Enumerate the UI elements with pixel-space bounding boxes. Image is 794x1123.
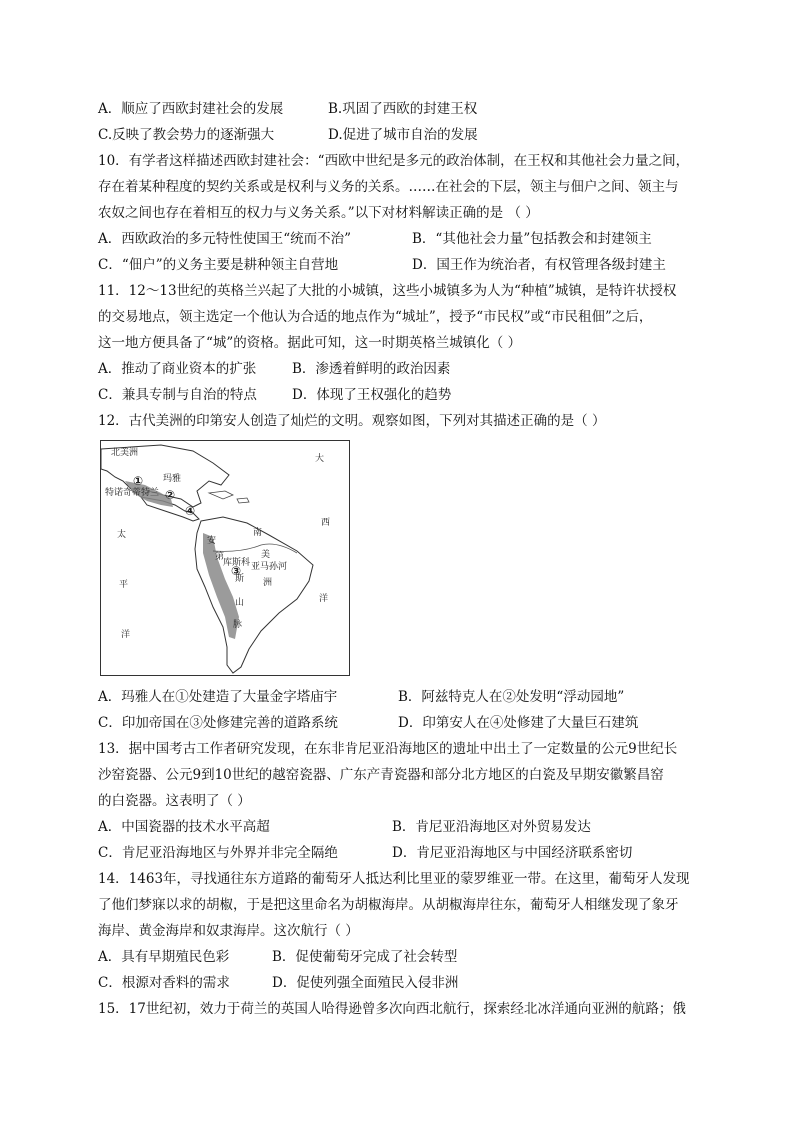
map-marker: ② — [165, 488, 176, 502]
map-marker: ③ — [231, 564, 242, 578]
q13-option-b[interactable]: B．肯尼亚沿海地区对外贸易发达 — [392, 819, 591, 835]
q12-option-a[interactable]: A．玛雅人在①处建造了大量金字塔庙宇 — [98, 689, 338, 705]
q10-option-d[interactable]: D．国王作为统治者，有权管理各级封建主 — [412, 257, 666, 273]
q11-stem-line: 这一地方便具备了“城”的资格。据此可知，这一时期英格兰城镇化（ ） — [98, 335, 522, 351]
q9-option-b[interactable]: B.巩固了西欧的封建王权 — [328, 101, 478, 117]
q15-stem-line: 15．17世纪初，效力于荷兰的英国人哈得逊曾多次向西北航行，探索经北冰洋通向亚洲的航路；俄 — [98, 1001, 686, 1017]
map-label: 安 — [207, 536, 217, 546]
q9-option-a[interactable]: A．顺应了西欧封建社会的发展 — [98, 101, 284, 117]
q14-stem-line: 14．1463年，寻找通往东方道路的葡萄牙人抵达利比里亚的蒙罗维亚一带。在这里，葡萄牙人发现 — [98, 871, 690, 887]
map-label: 洲 — [263, 578, 273, 588]
map-label: 亚马孙河 — [251, 562, 288, 572]
q12-option-d[interactable]: D．印第安人在④处修建了大量巨石建筑 — [398, 715, 639, 731]
map-label: 脉 — [233, 620, 243, 630]
map-label: 北美洲 — [111, 448, 139, 458]
americas-map — [100, 440, 350, 676]
q11-option-c[interactable]: C．兼具专制与自治的特点 — [98, 387, 257, 403]
map-label: 洋 — [319, 594, 329, 604]
map-label: 山 — [235, 598, 245, 608]
q14-stem-line: 了他们梦寐以求的胡椒，于是把这里命名为胡椒海岸。从胡椒海岸往东，葡萄牙人相继发现了象牙 — [98, 897, 679, 913]
q9-option-c[interactable]: C.反映了教会势力的逐渐强大 — [98, 127, 275, 143]
map-label: 太 — [117, 530, 127, 540]
q11-option-b[interactable]: B．渗透着鲜明的政治因素 — [292, 361, 451, 377]
q14-option-b[interactable]: B．促使葡萄牙完成了社会转型 — [272, 949, 458, 965]
map-label: 斯 — [235, 574, 245, 584]
q13-option-c[interactable]: C．肯尼亚沿海地区与外界并非完全隔绝 — [98, 845, 338, 861]
q13-option-a[interactable]: A．中国瓷器的技术水平高超 — [98, 819, 270, 835]
q14-option-d[interactable]: D．促使列强全面殖民入侵非洲 — [272, 975, 459, 991]
map-label: 特诺奇蒂特兰 — [105, 488, 160, 498]
q10-stem-line: 存在着某种程度的契约关系或是权利与义务的关系。……在社会的下层，领主与佃户之间、领主与 — [98, 179, 679, 195]
q10-option-b[interactable]: B．“其他社会力量”包括教会和封建领主 — [412, 231, 652, 247]
q13-option-d[interactable]: D．肯尼亚沿海地区与中国经济联系密切 — [392, 845, 633, 861]
americas-map-graphic — [101, 441, 349, 675]
q14-stem-line: 海岸、黄金海岸和奴隶海岸。这次航行（ ） — [98, 923, 359, 939]
map-label: 玛雅 — [163, 474, 182, 484]
map-label: 第 — [215, 552, 225, 562]
q11-option-d[interactable]: D．体现了王权强化的趋势 — [292, 387, 452, 403]
q14-option-c[interactable]: C．根源对香料的需求 — [98, 975, 230, 991]
q11-option-a[interactable]: A．推动了商业资本的扩张 — [98, 361, 257, 377]
q10-option-a[interactable]: A．西欧政治的多元特性使国王“统而不治” — [98, 231, 352, 247]
q12-option-c[interactable]: C．印加帝国在③处修建完善的道路系统 — [98, 715, 338, 731]
q13-stem-line: 的白瓷器。这表明了（ ） — [98, 793, 251, 809]
map-label: 洋 — [121, 630, 131, 640]
map-label: 库斯科 — [223, 558, 251, 568]
map-label: 南 — [253, 528, 263, 538]
map-marker: ① — [133, 474, 144, 488]
q9-option-d[interactable]: D.促进了城市自治的发展 — [328, 127, 478, 143]
q10-stem-line: 10．有学者这样描述西欧封建社会：“西欧中世纪是多元的政治体制，在王权和其他社会力量之间， — [98, 153, 690, 169]
map-label: 美 — [261, 550, 271, 560]
q10-stem-line: 农奴之间也存在着相互的权力与义务关系。”以下对材料解读正确的是 （ ） — [98, 205, 539, 221]
q10-option-c[interactable]: C．“佃户”的义务主要是耕种领主自营地 — [98, 257, 339, 273]
map-label: 平 — [119, 580, 129, 590]
map-label: 大 — [315, 454, 325, 464]
q11-stem-line: 11．12～13世纪的英格兰兴起了大批的小城镇，这些小城镇多为人为“种植”城镇，是特许状授权 — [98, 283, 677, 299]
q12-stem-line: 12．古代美洲的印第安人创造了灿烂的文明。观察如图，下列对其描述正确的是（ ） — [98, 413, 606, 429]
q13-stem-line: 沙窑瓷器、公元9到10世纪的越窑瓷器、广东产青瓷器和部分北方地区的白瓷及早期安徽繁昌窑 — [98, 767, 664, 783]
map-marker: ④ — [185, 504, 196, 518]
map-label: 西 — [321, 518, 331, 528]
q12-option-b[interactable]: B．阿兹特克人在②处发明“浮动园地” — [398, 689, 625, 705]
q11-stem-line: 的交易地点，领主选定一个他认为合适的地点作为“城址”，授予“市民权”或“市民租佃”之后， — [98, 309, 653, 325]
q13-stem-line: 13．据中国考古工作者研究发现，在东非肯尼亚沿海地区的遗址中出土了一定数量的公元9世纪长 — [98, 741, 678, 757]
q14-option-a[interactable]: A．具有早期殖民色彩 — [98, 949, 230, 965]
